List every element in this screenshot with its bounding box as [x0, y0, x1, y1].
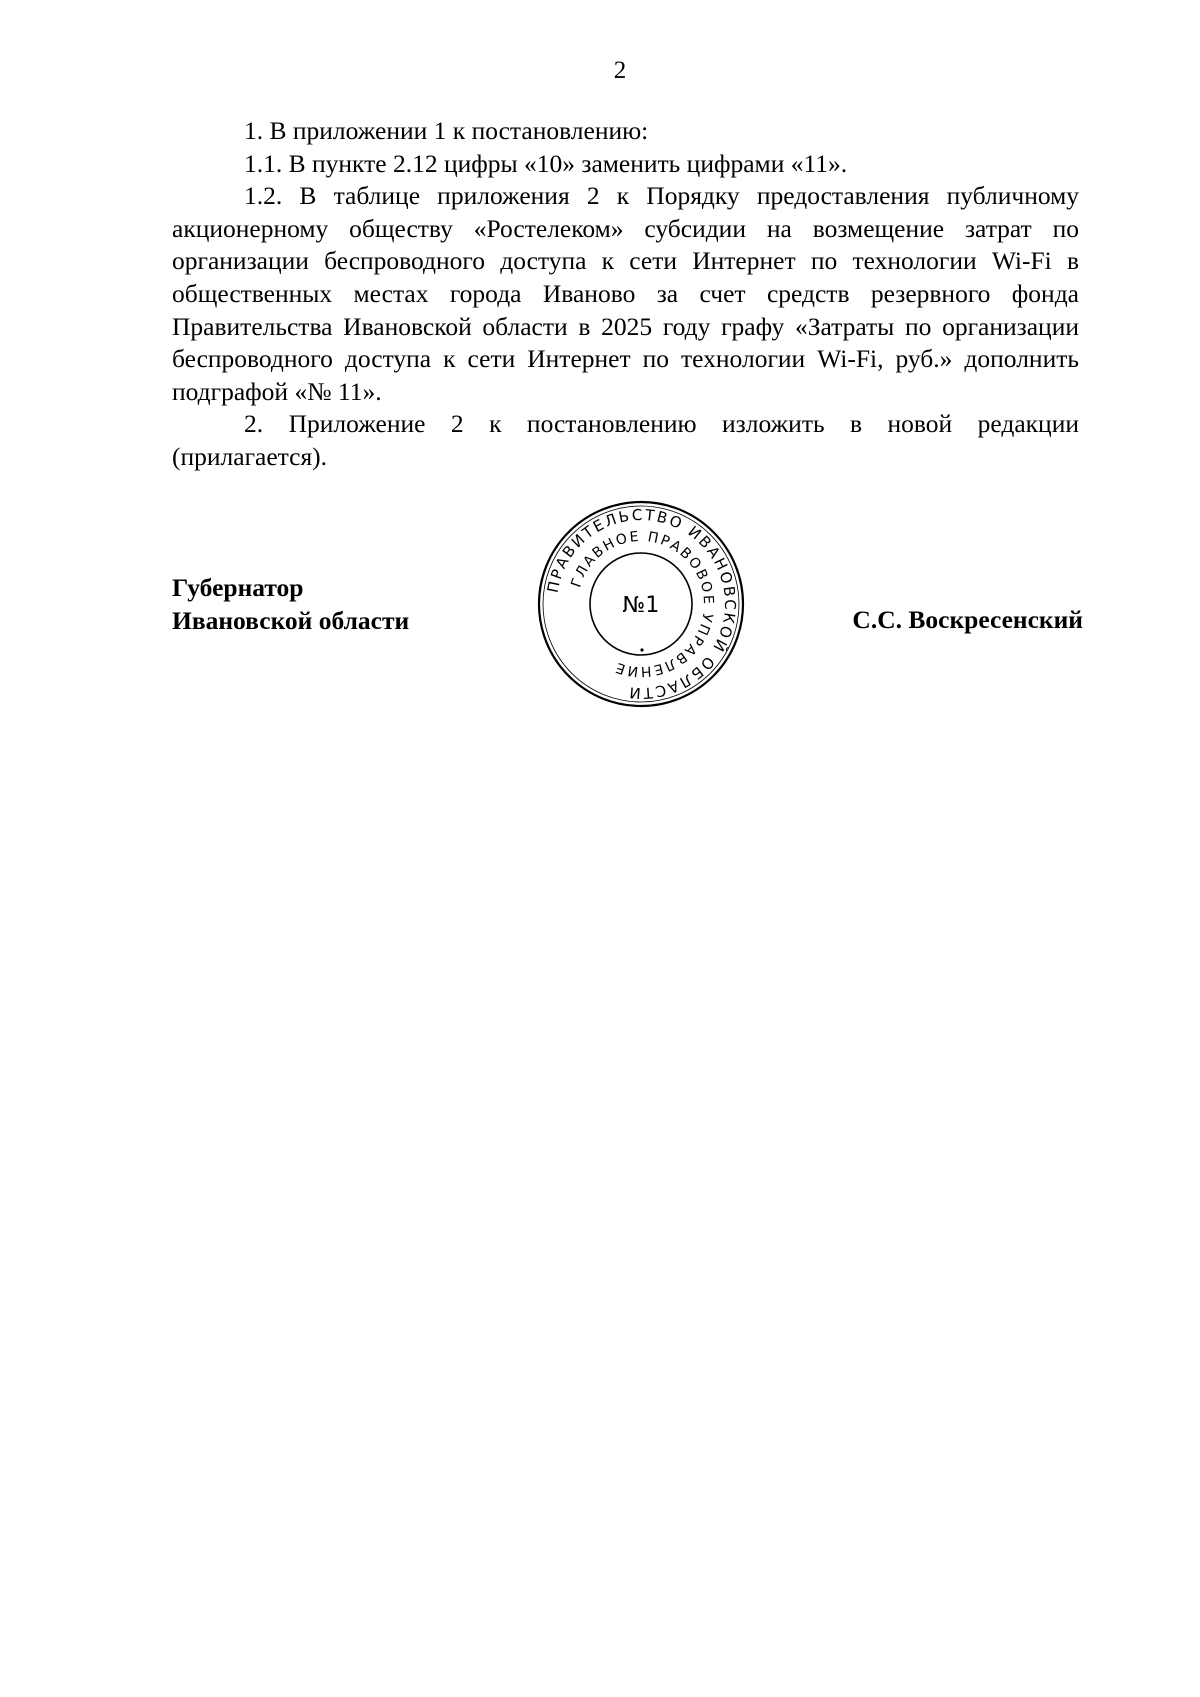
paragraph-1-1: 1.1. В пункте 2.12 цифры «10» заменить цифрами «11».: [244, 148, 848, 178]
official-stamp: [534, 497, 748, 711]
stamp-center-text: №1: [622, 593, 660, 618]
paragraph-1: 1. В приложении 1 к постановлению:: [244, 116, 649, 145]
signatory-name: С.С. Воскресенский: [852, 605, 1083, 634]
stamp-seal-icon: [534, 497, 748, 711]
paragraph-1-2: 1.2. В таблице приложения 2 к Порядку предоставления публичному акционерному обществу «Ростелеком» субсидии на возмещение затрат по организации беспроводного доступа к сети Интернет по технологии Wi-Fi в общественных местах города Иваново за счет средств резервного фонда Правительства Ивановской области в 2025 году графу «Затраты по организации беспроводного доступа к сети Интернет по технологии Wi-Fi, руб.» дополнить подграфой «№ 11».: [172, 181, 1079, 406]
stamp-outer-text: ПРАВИТЕЛЬСТВО ИВАНОВСКОЙ ОБЛАСТИ: [543, 505, 740, 703]
page-number: 2: [613, 57, 627, 84]
signatory-title-line-2: Ивановской области: [172, 606, 410, 635]
stamp-inner-text: ГЛАВНОЕ ПРАВОВОЕ УПРАВЛЕНИЕ: [568, 528, 717, 680]
signatory-title: [172, 571, 409, 637]
signatory-title-line-1: Губернатор: [172, 573, 304, 602]
document-body: [172, 115, 1079, 474]
paragraph-2: 2. Приложение 2 к постановлению изложить в новой редакции (прилагается).: [172, 409, 1079, 471]
